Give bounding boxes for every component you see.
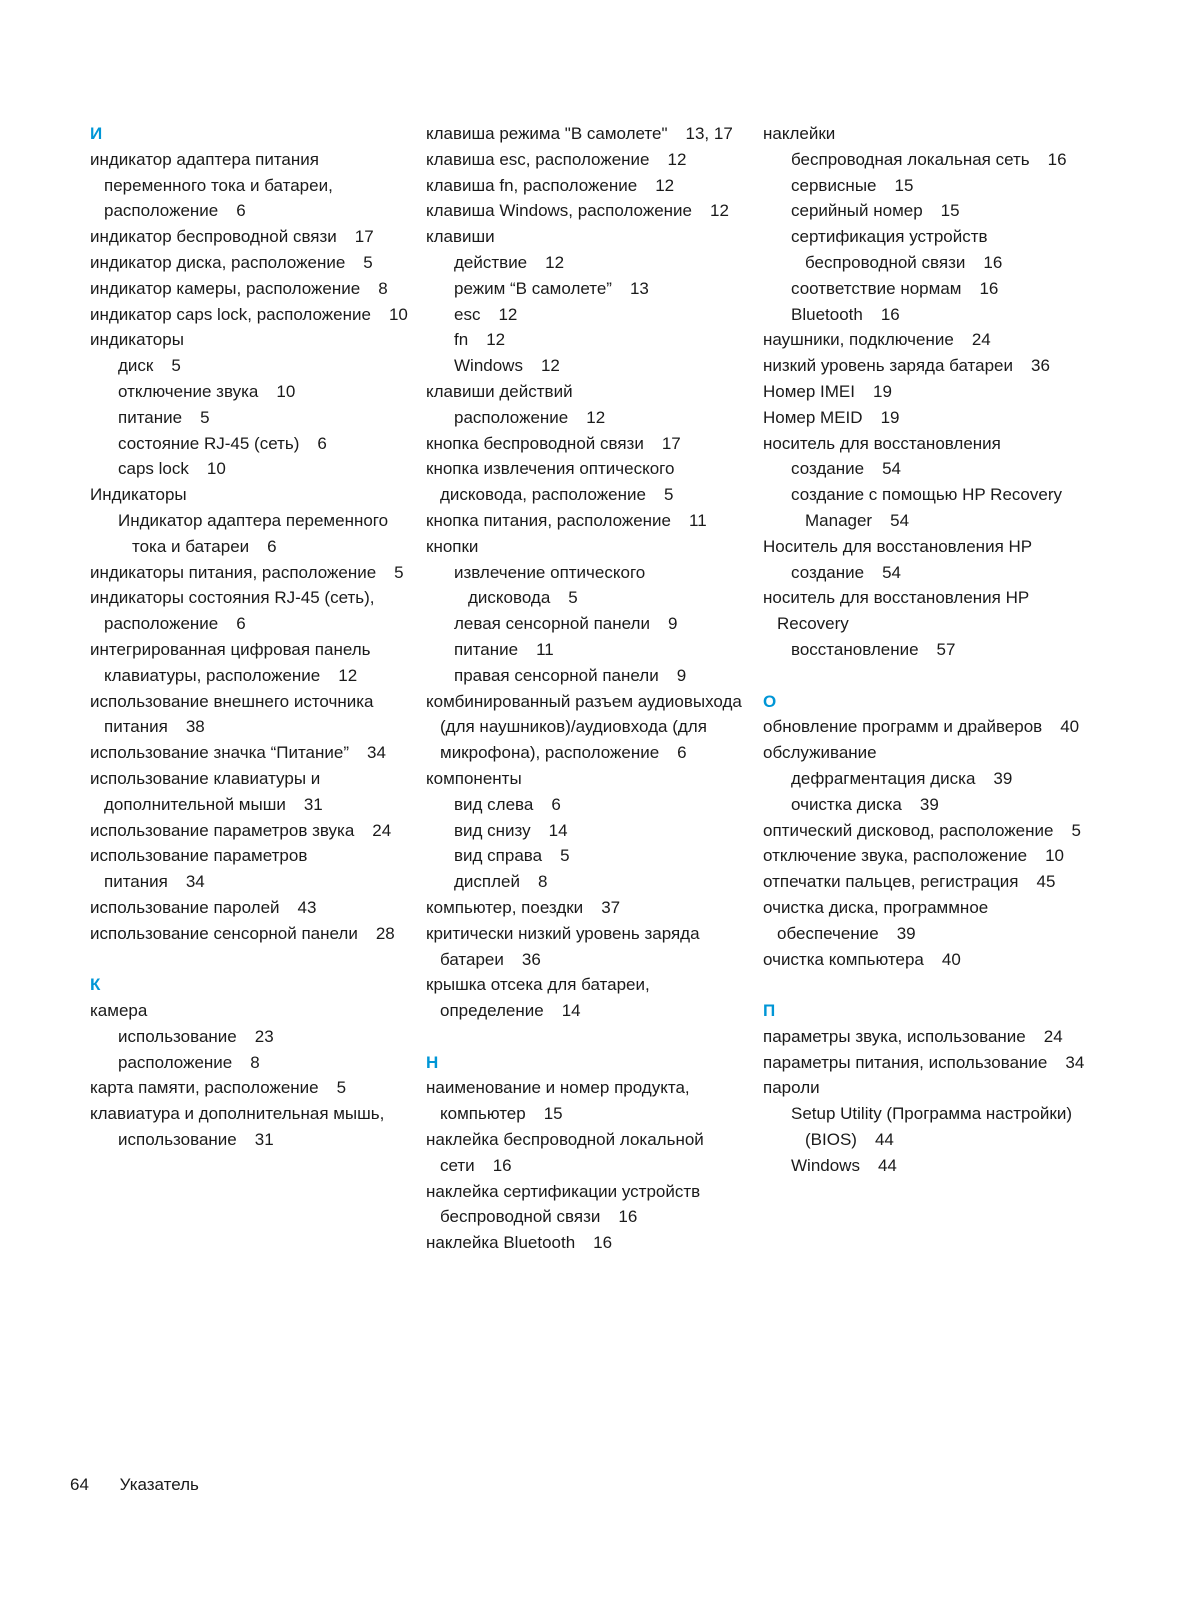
entry-page-ref: 10 (276, 381, 296, 401)
entry-text: состояние RJ-45 (сеть) (118, 433, 300, 453)
entry-page-ref: 16 (983, 252, 1003, 272)
index-subentry (791, 792, 1085, 818)
entry-text: критически низкий уровень заряда батареи (426, 923, 700, 969)
index-subentry (791, 302, 1085, 328)
entry-page-ref: 5 (394, 562, 404, 582)
entry-text: Номер MEID (763, 407, 863, 427)
entry-page-ref: 45 (1036, 872, 1056, 892)
entry-text: клавиша fn, расположение (426, 175, 638, 195)
entry-text: fn (454, 330, 469, 350)
entry-text: наклейки (763, 124, 836, 143)
index-subentry (791, 224, 1085, 276)
index-entry (426, 921, 748, 973)
entry-page-ref: 8 (378, 278, 388, 298)
entry-page-ref: 34 (185, 872, 205, 892)
index-entry (763, 121, 1085, 147)
index-entry (426, 1230, 748, 1256)
entry-text: извлечение оптического дисковода (454, 562, 646, 608)
entry-text: индикаторы (90, 330, 184, 350)
entry-text: esc (454, 304, 481, 324)
entry-text: дефрагментация диска (791, 768, 976, 788)
index-entry (426, 1075, 748, 1127)
entry-text: параметры питания, использование (763, 1052, 1048, 1072)
entry-text: компоненты (426, 768, 522, 788)
index-entry (90, 327, 412, 353)
section-spacer (426, 1024, 748, 1050)
index-column-1 (90, 121, 412, 1153)
entry-page-ref: 16 (618, 1207, 638, 1227)
entry-page-ref: 8 (250, 1052, 260, 1072)
entry-text: индикатор адаптера питания переменного тока и батареи, расположение (90, 149, 333, 221)
entry-page-ref: 36 (521, 949, 541, 969)
index-subentry (454, 250, 748, 276)
entry-text: низкий уровень заряда батареи (763, 356, 1014, 376)
entry-page-ref: 31 (254, 1130, 274, 1150)
entry-text: использование параметров звука (90, 820, 355, 840)
entry-text: компьютер, поездки (426, 897, 584, 917)
index-subentry (454, 637, 748, 663)
entry-page-ref: 14 (561, 1001, 581, 1021)
entry-page-ref: 12 (710, 201, 729, 221)
index-entry (90, 276, 412, 302)
entry-text: клавиши действий (426, 381, 573, 401)
index-entry (763, 714, 1085, 740)
entry-text: использование клавиатуры и дополнительной мыши (90, 768, 321, 814)
entry-page-ref: 5 (336, 1078, 347, 1098)
entry-page-ref: 5 (1071, 820, 1081, 840)
entry-text: индикатор беспроводной связи (90, 227, 337, 247)
entry-page-ref: 5 (363, 252, 373, 272)
entry-page-ref: 5 (560, 846, 570, 866)
index-subentry (454, 327, 748, 353)
index-subentry (454, 792, 748, 818)
entry-page-ref: 16 (492, 1155, 512, 1175)
index-entry (90, 818, 412, 844)
entry-text: использование (118, 1026, 237, 1046)
entry-text: дисплей (454, 872, 520, 892)
entry-page-ref: 6 (677, 743, 687, 763)
section-spacer (90, 947, 412, 973)
index-entry (763, 431, 1085, 457)
index-entry (90, 637, 412, 689)
section-heading: П (763, 1001, 776, 1021)
index-subentry (791, 1153, 1085, 1179)
index-column-2 (426, 121, 748, 1256)
index-subentry (118, 1024, 412, 1050)
index-subentry (791, 560, 1085, 586)
entry-text: использование сенсорной панели (90, 923, 358, 943)
index-subentry (791, 173, 1085, 199)
index-entry (90, 740, 412, 766)
index-entry (90, 224, 412, 250)
index-subentry (454, 611, 748, 637)
entry-text: камера (90, 1001, 148, 1021)
entry-page-ref: 38 (185, 717, 205, 737)
entry-text: оптический дисковод, расположение (763, 820, 1054, 840)
entry-page-ref: 44 (874, 1130, 894, 1150)
index-entry (90, 250, 412, 276)
entry-page-ref: 24 (971, 330, 991, 350)
entry-text: беспроводная локальная сеть (791, 149, 1030, 169)
entry-page-ref: 12 (545, 252, 565, 272)
entry-text: расположение (454, 407, 569, 427)
index-entry (90, 560, 412, 586)
index-entry (763, 379, 1085, 405)
entry-page-ref: 34 (1065, 1052, 1085, 1072)
entry-page-ref: 5 (663, 485, 674, 505)
index-entry (426, 224, 748, 250)
entry-page-ref: 40 (1060, 717, 1080, 737)
entry-page-ref: 12 (655, 175, 675, 195)
entry-text: создание (791, 459, 865, 479)
index-subentry (454, 843, 748, 869)
entry-text: карта памяти, расположение (90, 1078, 319, 1098)
index-entry (763, 895, 1085, 947)
entry-text: вид снизу (454, 820, 531, 840)
index-subentry (454, 818, 748, 844)
entry-text: сертификация устройств беспроводной связи (791, 227, 988, 272)
entry-text: серийный номер (791, 201, 923, 221)
index-subentry (454, 353, 748, 379)
entry-text: питание (454, 639, 519, 659)
index-entry (90, 921, 412, 947)
entry-text: наклейка беспроводной локальной сети (426, 1130, 704, 1175)
entry-text: использование внешнего источника питания (90, 691, 374, 737)
index-entry (90, 1101, 412, 1127)
entry-text: индикатор диска, расположение (90, 252, 346, 272)
entry-page-ref: 8 (538, 872, 548, 892)
entry-page-ref: 40 (941, 949, 961, 969)
entry-page-ref: 12 (586, 407, 606, 427)
entry-text: кнопка извлечения оптического дисковода, расположение (426, 459, 675, 505)
entry-text: кнопки (426, 536, 479, 556)
index-subentry (118, 456, 412, 482)
index-subentry (791, 1101, 1085, 1153)
index-entry (90, 689, 412, 741)
section-heading: Н (426, 1052, 439, 1072)
entry-text: комбинированный разъем аудиовыхода (для наушников)/аудиовхода (для микрофона), расположение (426, 691, 742, 763)
index-entry (90, 1075, 412, 1101)
section-spacer (763, 663, 1085, 689)
entry-text: отключение звука, расположение (763, 846, 1028, 866)
entry-page-ref: 37 (601, 897, 621, 917)
index-subentry (454, 302, 748, 328)
entry-page-ref: 19 (880, 407, 900, 427)
entry-text: Windows (791, 1155, 860, 1175)
entry-page-ref: 16 (1047, 149, 1067, 169)
entry-text: наименование и номер продукта, компьютер (426, 1078, 690, 1124)
entry-text: очистка компьютера (763, 949, 924, 969)
index-subentry (454, 869, 748, 895)
entry-text: клавиша esc, расположение (426, 149, 650, 169)
entry-text: носитель для восстановления HP Recovery (763, 588, 1029, 634)
page-footer (70, 1472, 199, 1497)
entry-page-ref: 17 (354, 227, 374, 247)
index-entry (426, 198, 748, 224)
entry-text: создание с помощью HP Recovery Manager (791, 485, 1062, 530)
index-subentry (791, 198, 1085, 224)
entry-page-ref: 9 (667, 614, 678, 634)
index-entry (426, 431, 748, 457)
entry-text: Индикатор адаптера переменного тока и батареи (118, 510, 389, 556)
entry-page-ref: 15 (543, 1104, 563, 1124)
entry-page-ref: 23 (254, 1026, 274, 1046)
index-entry (763, 353, 1085, 379)
index-entry (90, 585, 412, 637)
entry-text: кнопка беспроводной связи (426, 433, 644, 453)
entry-page-ref: 5 (200, 407, 210, 427)
entry-page-ref: 6 (236, 614, 246, 634)
entry-page-ref: 6 (317, 433, 327, 453)
entry-page-ref: 5 (171, 356, 181, 376)
index-entry (90, 998, 412, 1024)
index-subentry (118, 379, 412, 405)
index-entry (426, 1127, 748, 1179)
index-entry (763, 843, 1085, 869)
index-entry (763, 1024, 1085, 1050)
entry-text: использование паролей (90, 897, 280, 917)
index-entry (426, 456, 748, 508)
index-entry (763, 818, 1085, 844)
index-entry (426, 173, 748, 199)
index-entry (426, 689, 748, 766)
entry-text: отпечатки пальцев, регистрация (763, 872, 1019, 892)
entry-text: использование (118, 1130, 237, 1150)
entry-page-ref: 34 (367, 743, 386, 763)
index-subentry (454, 663, 748, 689)
entry-page-ref: 10 (388, 304, 408, 324)
entry-page-ref: 54 (882, 459, 902, 479)
entry-text: обновление программ и драйверов (763, 717, 1043, 737)
entry-text: действие (454, 252, 528, 272)
entry-page-ref: 14 (548, 820, 568, 840)
index-subentry (118, 508, 412, 560)
entry-text: отключение звука (118, 381, 259, 401)
entry-page-ref: 12 (338, 665, 358, 685)
entry-page-ref: 13, 17 (685, 124, 733, 143)
entry-page-ref: 6 (267, 536, 277, 556)
entry-page-ref: 10 (1045, 846, 1064, 866)
index-subentry (791, 147, 1085, 173)
entry-page-ref: 24 (1043, 1026, 1063, 1046)
index-subentry (454, 405, 748, 431)
page-number: 64 (70, 1475, 89, 1494)
index-subentry (118, 405, 412, 431)
index-entry (90, 895, 412, 921)
entry-text: наушники, подключение (763, 330, 954, 350)
index-subentry (118, 1050, 412, 1076)
index-subentry (791, 456, 1085, 482)
entry-page-ref: 44 (877, 1155, 897, 1175)
index-entry (763, 1075, 1085, 1101)
entry-page-ref: 43 (297, 897, 317, 917)
entry-page-ref: 6 (236, 201, 246, 221)
entry-text: режим “В самолете” (454, 278, 612, 298)
entry-text: диск (118, 356, 154, 376)
entry-text: создание (791, 562, 865, 582)
index-subentry (118, 431, 412, 457)
entry-text: наклейка сертификации устройств беспроводной связи (426, 1181, 701, 1227)
index-entry (90, 843, 412, 895)
entry-text: кнопка питания, расположение (426, 510, 671, 530)
index-entry (90, 482, 412, 508)
entry-text: вид справа (454, 846, 543, 866)
entry-page-ref: 16 (880, 304, 900, 324)
entry-page-ref: 36 (1031, 356, 1050, 376)
entry-text: соответствие нормам (791, 278, 962, 298)
entry-text: Номер IMEI (763, 381, 855, 401)
section-heading: К (90, 975, 101, 995)
section-heading: О (763, 691, 777, 711)
index-subentry (791, 766, 1085, 792)
entry-text: очистка диска, программное обеспечение (763, 897, 989, 943)
entry-page-ref: 15 (894, 175, 914, 195)
index-entry (763, 585, 1085, 637)
entry-text: Setup Utility (Программа настройки) (BIOS) (791, 1104, 1073, 1150)
index-entry (426, 121, 748, 147)
index-entry (90, 302, 412, 328)
entry-text: наклейка Bluetooth (426, 1233, 576, 1253)
entry-page-ref: 57 (936, 639, 956, 659)
index-entry (426, 895, 748, 921)
index-entry (426, 379, 748, 405)
entry-text: пароли (763, 1078, 820, 1098)
index-entry (426, 972, 748, 1024)
entry-text: клавиатура и дополнительная мышь, (90, 1104, 385, 1124)
index-entry (763, 947, 1085, 973)
entry-text: очистка диска (791, 794, 902, 814)
entry-text: восстановление (791, 639, 919, 659)
entry-page-ref: 6 (551, 794, 561, 814)
entry-page-ref: 11 (536, 639, 554, 659)
entry-page-ref: 5 (568, 588, 578, 608)
entry-page-ref: 16 (593, 1233, 613, 1253)
entry-text: индикатор камеры, расположение (90, 278, 361, 298)
section-spacer (763, 972, 1085, 998)
index-subentry (454, 276, 748, 302)
entry-text: индикаторы состояния RJ-45 (сеть), расположение (90, 588, 375, 634)
entry-text: Носитель для восстановления HP (763, 536, 1033, 556)
index-entry (763, 534, 1085, 560)
entry-text: caps lock (118, 459, 189, 479)
index-column-3 (763, 121, 1085, 1179)
entry-text: клавиши (426, 227, 495, 247)
index-entry (763, 405, 1085, 431)
index-entry (426, 766, 748, 792)
entry-page-ref: 28 (375, 923, 395, 943)
entry-text: использование параметров питания (90, 846, 308, 892)
entry-page-ref: 9 (676, 665, 687, 685)
entry-page-ref: 15 (940, 201, 960, 221)
index-subentry (791, 637, 1085, 663)
entry-page-ref: 31 (303, 794, 323, 814)
entry-text: Индикаторы (90, 485, 187, 505)
entry-page-ref: 17 (661, 433, 681, 453)
entry-page-ref: 13 (629, 278, 649, 298)
entry-text: сервисные (791, 175, 877, 195)
entry-text: правая сенсорной панели (454, 665, 659, 685)
entry-text: обслуживание (763, 743, 877, 763)
entry-text: левая сенсорной панели (454, 614, 650, 634)
index-subentry (791, 482, 1085, 534)
entry-text: параметры звука, использование (763, 1026, 1026, 1046)
entry-page-ref: 11 (689, 510, 707, 530)
entry-text: клавиша Windows, расположение (426, 201, 692, 221)
entry-page-ref: 19 (873, 381, 892, 401)
index-entry (763, 327, 1085, 353)
entry-text: Bluetooth (791, 304, 863, 324)
entry-page-ref: 39 (896, 923, 916, 943)
index-entry (426, 1179, 748, 1231)
entry-text: питание (118, 407, 183, 427)
footer-title: Указатель (119, 1475, 199, 1494)
entry-text: индикаторы питания, расположение (90, 562, 377, 582)
index-entry (426, 534, 748, 560)
entry-page-ref: 16 (979, 278, 999, 298)
entry-page-ref: 54 (890, 510, 910, 530)
entry-page-ref: 12 (667, 149, 687, 169)
entry-text: клавиша режима "В самолете" (426, 124, 668, 143)
entry-text: Windows (454, 356, 523, 376)
index-subentry (118, 1127, 412, 1153)
index-entry (90, 766, 412, 818)
entry-page-ref: 12 (498, 304, 518, 324)
index-entry (426, 508, 748, 534)
entry-text: носитель для восстановления (763, 433, 1001, 453)
index-entry (763, 740, 1085, 766)
index-subentry (454, 560, 748, 612)
entry-page-ref: 12 (486, 330, 506, 350)
entry-text: индикатор caps lock, расположение (90, 304, 371, 324)
entry-page-ref: 54 (882, 562, 902, 582)
entry-text: крышка отсека для батареи, определение (426, 975, 650, 1021)
index-entry (90, 147, 412, 224)
entry-page-ref: 24 (372, 820, 392, 840)
entry-text: интегрированная цифровая панель клавиатуры, расположение (90, 639, 371, 685)
index-entry (763, 869, 1085, 895)
entry-text: расположение (118, 1052, 233, 1072)
index-subentry (791, 276, 1085, 302)
entry-page-ref: 10 (206, 459, 226, 479)
index-entry (426, 147, 748, 173)
entry-page-ref: 39 (993, 768, 1013, 788)
entry-page-ref: 39 (919, 794, 939, 814)
entry-page-ref: 12 (540, 356, 560, 376)
entry-text: использование значка “Питание” (90, 743, 350, 763)
section-heading: И (90, 124, 103, 143)
index-subentry (118, 353, 412, 379)
index-entry (763, 1050, 1085, 1076)
entry-text: вид слева (454, 794, 534, 814)
